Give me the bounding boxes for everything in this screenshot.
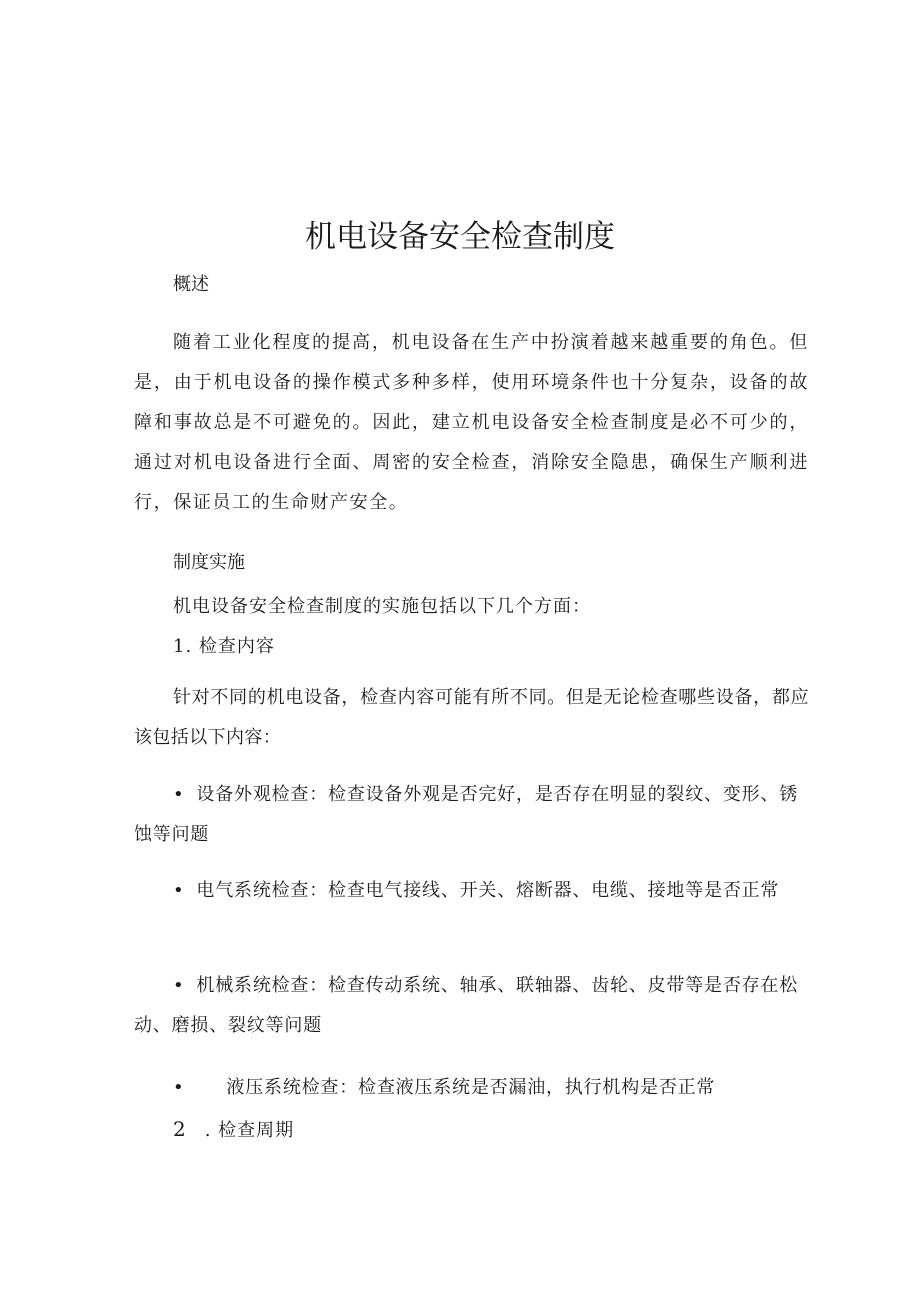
implementation-heading: 制度实施: [173, 552, 245, 573]
bullet-icon: •: [173, 975, 185, 996]
bullet-icon: •: [173, 784, 185, 805]
bullet-item-mechanical: [134, 966, 804, 1046]
bullet-item-hydraulic: [173, 1068, 715, 1108]
bullet-text: 液压系统检查：检查液压系统是否漏油，执行机构是否正常: [226, 1077, 716, 1098]
section2-number: 2: [173, 1117, 187, 1141]
bullet-icon: •: [173, 880, 185, 901]
overview-heading: 概述: [173, 274, 209, 295]
bullet-text: 电气系统检查：检查电气接线、开关、熔断器、电缆、接地等是否正常: [196, 880, 780, 901]
implementation-intro: 机电设备安全检查制度的实施包括以下几个方面：: [173, 596, 591, 617]
overview-paragraph: 随着工业化程度的提高，机电设备在生产中扮演着越来越重要的角色。但是，由于机电设备的操作模式多种多样，使用环境条件也十分复杂，设备的故障和事故总是不可避免的。因此，建立机电设备安全检查制度是必不可少的，通过对机电设备进行全面、周密的安全检查，消除安全隐患，确保生产顺利进行，保证员工的生命财产安全。: [134, 332, 809, 513]
bullet-item-appearance: [134, 775, 804, 855]
bullet-text: 设备外观检查：检查设备外观是否完好，是否存在明显的裂纹、变形、锈蚀等问题: [134, 784, 799, 845]
section1-paragraph: 针对不同的机电设备，检查内容可能有所不同。但是无论检查哪些设备，都应该包括以下内容：: [134, 687, 809, 748]
section2-label: . 检查周期: [204, 1120, 295, 1141]
document-title: 机电设备安全检查制度: [305, 219, 615, 255]
bullet-text: 机械系统检查：检查传动系统、轴承、联轴器、齿轮、皮带等是否存在松动、磨损、裂纹等问题: [134, 975, 799, 1036]
section1-heading: 1. 检查内容: [173, 636, 275, 657]
bullet-icon: •: [173, 1077, 185, 1098]
section2-heading: [173, 1109, 294, 1151]
bullet-item-electrical: [134, 871, 804, 911]
